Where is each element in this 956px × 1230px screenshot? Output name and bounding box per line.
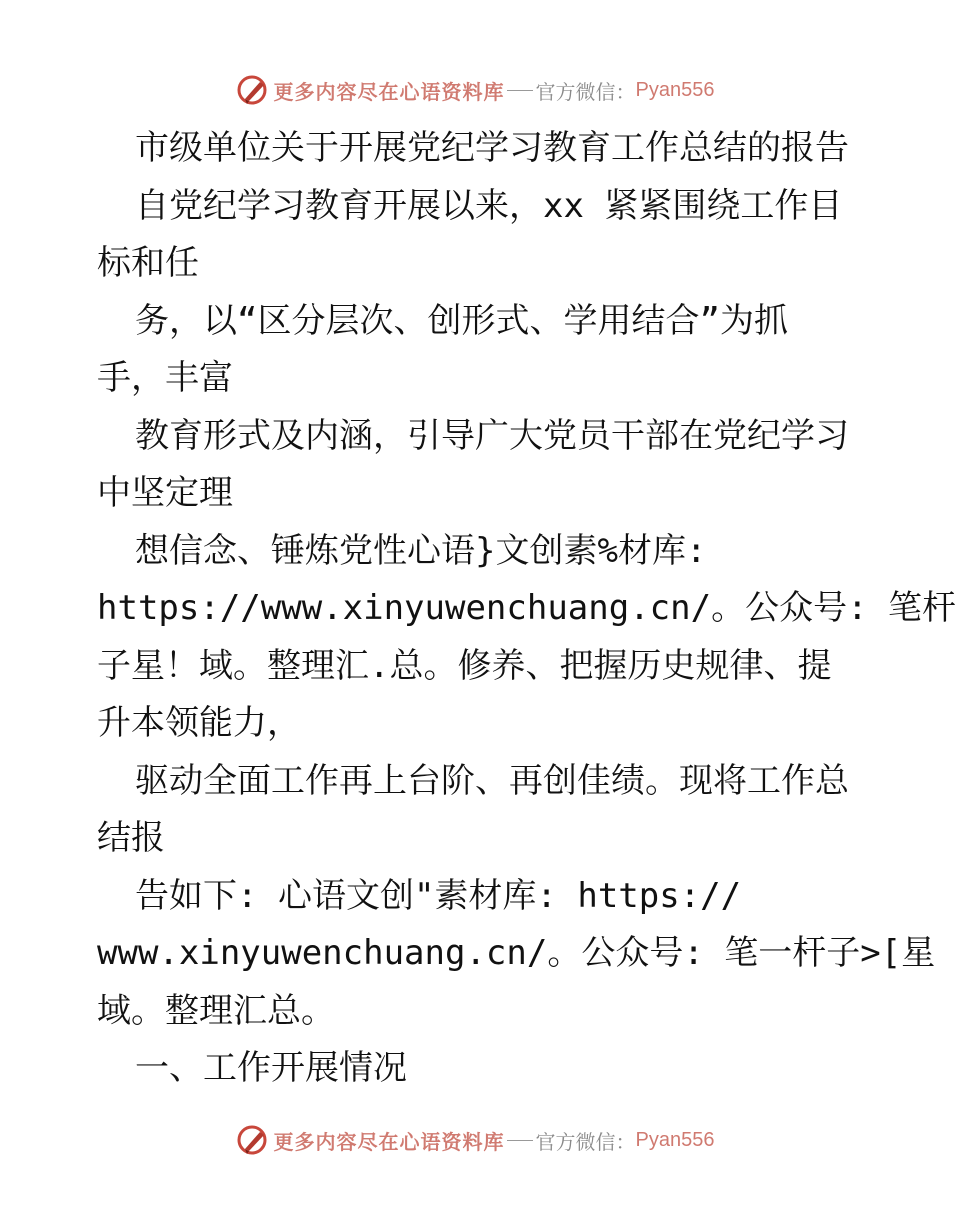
banner-wechat-id: Pyan556 <box>635 1128 715 1151</box>
document-line: https://www.xinyuwenchuang.cn/。公众号: 笔杆 <box>97 588 956 628</box>
document-line: 手，丰富 <box>97 358 233 398</box>
document-line: 自党纪学习教育开展以来，xx 紧紧围绕工作目 <box>135 185 843 226</box>
document-line: 告如下: 心语文创"素材库: https:// <box>135 875 742 916</box>
document-line: 标和任 <box>97 243 199 283</box>
document-line: 教育形式及内涵，引导广大党员干部在党纪学习 <box>135 415 849 456</box>
banner-wechat-id: Pyan556 <box>635 78 715 101</box>
document-line: 驱动全面工作再上台阶、再创佳绩。现将工作总 <box>135 760 849 801</box>
pen-logo-icon <box>236 73 270 107</box>
banner-dash <box>507 90 533 91</box>
document-body <box>97 120 956 1098</box>
document-line: 升本领能力， <box>97 703 301 743</box>
banner-brand-text: 更多内容尽在心语资料库 <box>273 1129 505 1154</box>
document-line: www.xinyuwenchuang.cn/。公众号: 笔一杆子>[星 <box>97 933 936 973</box>
document-line: 结报 <box>97 818 165 858</box>
banner-dash <box>507 1140 533 1141</box>
banner-brand-text: 更多内容尽在心语资料库 <box>273 79 505 104</box>
pen-logo-icon <box>236 1123 270 1157</box>
header-banner <box>0 70 950 110</box>
document-line: 子星！域。整理汇.总。修养、把握历史规律、提 <box>97 645 832 686</box>
document-line: 域。整理汇总。 <box>97 990 335 1031</box>
document-line: 中坚定理 <box>97 473 233 513</box>
document-line: 市级单位关于开展党纪学习教育工作总结的报告 <box>135 128 849 168</box>
banner-wechat-label: 官方微信： <box>535 79 636 104</box>
document-line: 一、工作开展情况 <box>135 1048 407 1088</box>
footer-banner <box>0 1120 950 1160</box>
document-line: 想信念、锤炼党性心语}文创素%材库: <box>135 530 707 571</box>
document-line: 务，以“区分层次、创形式、学用结合”为抓 <box>135 300 788 341</box>
banner-wechat-label: 官方微信： <box>535 1129 636 1154</box>
